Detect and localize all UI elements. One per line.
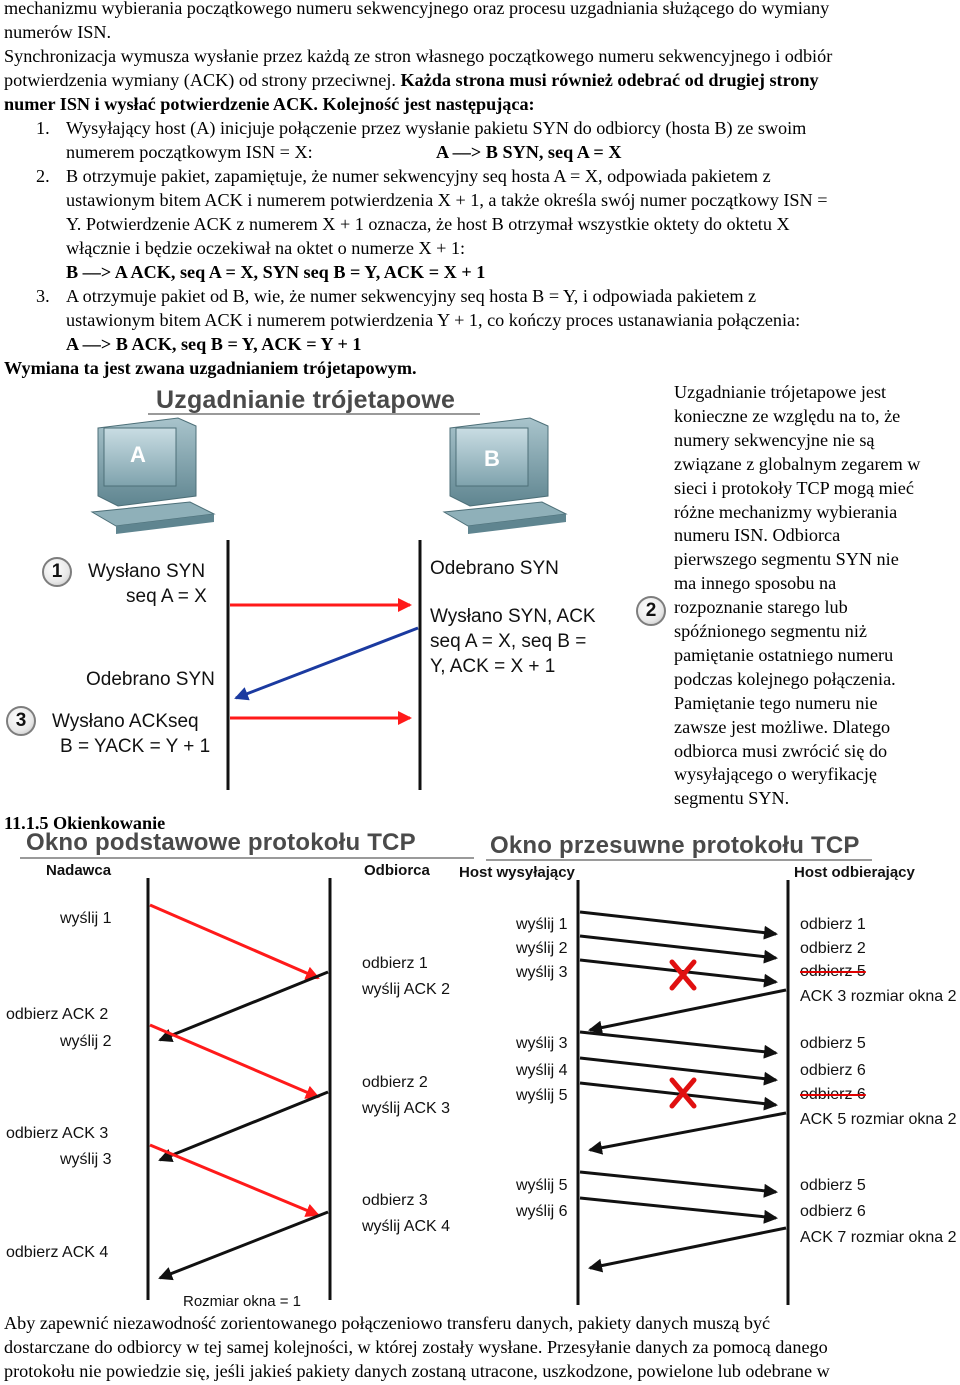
sliding-receiver-label-struck: odbierz 5	[800, 963, 866, 980]
intro-line-4-bold: Każda strona musi również odebrać od drugiej strony	[400, 70, 819, 90]
step-badge: 3	[6, 706, 36, 736]
side-note-line: konieczne ze względu na to, że	[674, 405, 901, 426]
intro-line-4-text: potwierdzenia wymiany (ACK) od strony przeciwnej.	[4, 70, 396, 90]
basic-sender-label: wyślij 2	[60, 1033, 112, 1050]
step3-line-2: B = YACK = Y + 1	[60, 736, 211, 757]
basic-receiver-label: odbierz 2	[362, 1074, 428, 1091]
sliding-sender-label: wyślij 6	[516, 1203, 568, 1220]
side-note-line: pamiętanie ostatniego numeru	[674, 644, 894, 665]
intro-line-3: Synchronizacja wymusza wysłanie przez każdą ze stron własnego początkowego numeru sekwencyjnego i odbiór	[4, 46, 833, 66]
basic-receiver-label: odbierz 3	[362, 1192, 428, 1209]
step1-line-2: seq A = X	[126, 586, 207, 607]
sliding-receiver-label-struck: odbierz 6	[800, 1086, 866, 1103]
intro-line-1: mechanizmu wybierania początkowego numeru sekwencyjnego oraz procesu uzgadniania służącego do wymiany	[4, 0, 830, 18]
sliding-sender-label: wyślij 1	[516, 916, 568, 933]
basic-receiver-label: wyślij ACK 4	[362, 1218, 451, 1235]
sliding-receiver-label: odbierz 1	[800, 916, 866, 933]
step-2-line-2: ustawionym bitem ACK i numerem potwierdzenia X + 1, a także określa swój numer początkowy ISN =	[66, 190, 828, 210]
step-2-line-4: włącznie i będzie oczekiwał na oktet o numerze X + 1:	[66, 238, 466, 258]
side-note-line: podczas kolejnego połączenia.	[674, 668, 896, 689]
basic-sender-header: Nadawca	[46, 862, 112, 879]
side-note-line: Uzgadnianie trójetapowe jest	[674, 382, 887, 402]
summary: Wymiana ta jest zwana uzgadnianiem trójetapowym.	[4, 358, 417, 378]
sliding-sender-label: wyślij 3	[516, 1035, 568, 1052]
host-a-label: A	[130, 442, 146, 467]
host-b-label: B	[484, 446, 500, 471]
side-note-line: zawsze jest możliwe. Dlatego	[674, 716, 891, 737]
sliding-sender-label: wyślij 5	[516, 1087, 568, 1104]
side-note-line: segmentu SYN.	[674, 788, 790, 809]
basic-sender-label: odbierz ACK 2	[6, 1006, 109, 1023]
step-1-line-2: numerem początkowym ISN = X:	[66, 142, 313, 162]
sliding-sender-label: wyślij 4	[516, 1062, 568, 1079]
sliding-sender-header: Host wysyłający	[459, 864, 575, 881]
step2-line-1: Wysłano SYN, ACK	[430, 606, 596, 627]
side-note-line: Pamiętanie tego numeru nie	[674, 692, 878, 713]
sliding-receiver-label: ACK 3 rozmiar okna 2	[800, 988, 957, 1005]
outro-line-2: dostarczane do odbiorcy w tej samej kolejności, w której zostały wysłane. Przesyłanie danych za pomocą danego	[4, 1337, 828, 1357]
step2-line-3: Y, ACK = X + 1	[430, 656, 556, 677]
side-note-line: numery sekwencyjne nie są	[674, 429, 875, 450]
basic-sender-label: wyślij 1	[60, 910, 112, 927]
step2-line-2: seq A = X, seq B =	[430, 631, 587, 652]
side-note-line: numeru ISN. Odbiorca	[674, 525, 841, 546]
step-3-line-2: ustawionym bitem ACK i numerem potwierdzenia Y + 1, co kończy proces ustanawiania połączenia:	[66, 310, 801, 330]
step-3-line-1: A otrzymuje pakiet od B, wie, że numer sekwencyjny seq hosta B = Y, i odpowiada pakietem z	[66, 286, 757, 306]
sliding-receiver-label: odbierz 6	[800, 1203, 866, 1220]
basic-receiver-label: wyślij ACK 3	[362, 1100, 451, 1117]
sliding-receiver-label: odbierz 5	[800, 1035, 866, 1052]
sliding-receiver-label: odbierz 5	[800, 1177, 866, 1194]
basic-sender-label: odbierz ACK 4	[6, 1244, 109, 1261]
step-3-formula: A ––> B ACK, seq B = Y, ACK = Y + 1	[66, 334, 362, 354]
sliding-sender-label: wyślij 5	[516, 1177, 568, 1194]
lost-packet-icon	[672, 962, 694, 988]
step-badge: 1	[42, 557, 72, 587]
basic-window-title: Okno podstawowe protokołu TCP	[26, 829, 416, 856]
step1-line-1: Wysłano SYN	[88, 561, 206, 582]
side-note-line: rozpoznanie starego lub	[674, 597, 848, 618]
step-1-line-1: Wysyłający host (A) inicjuje połączenie przez wysłanie pakietu SYN do odbiorcy (hosta B) ze swoim	[66, 118, 807, 138]
side-note-line: spóźnionego segmentu niż	[674, 621, 867, 641]
side-note-line: ma innego sposobu na	[674, 573, 837, 594]
sliding-receiver-header: Host odbierający	[794, 864, 915, 881]
sliding-receiver-label: ACK 5 rozmiar okna 2	[800, 1111, 957, 1128]
step-1-formula: A ––> B SYN, seq A = X	[436, 142, 622, 162]
side-note-line: pierwszego segmentu SYN nie	[674, 549, 899, 570]
side-note-line: wysyłającego o weryfikację	[674, 764, 878, 785]
step-number: 2.	[36, 166, 50, 186]
basic-window-footer: Rozmiar okna = 1	[183, 1293, 301, 1310]
sliding-receiver-label: ACK 7 rozmiar okna 2	[800, 1229, 957, 1246]
basic-sender-label: wyślij 3	[60, 1151, 112, 1168]
step-2-line-1: B otrzymuje pakiet, zapamiętuje, że numer sekwencyjny seq hosta A = X, odpowiada pakietem z	[66, 166, 771, 186]
side-note-line: różne mechanizmy wybierania	[674, 501, 898, 522]
sliding-receiver-label: odbierz 2	[800, 940, 866, 957]
step-2-formula: B ––> A ACK, seq A = X, SYN seq B = Y, ACK = X + 1	[66, 262, 486, 282]
step-number: 3.	[36, 286, 50, 306]
section-heading: 11.1.5 Okienkowanie	[4, 813, 166, 833]
sliding-window-title: Okno przesuwne protokołu TCP	[490, 832, 860, 859]
sliding-sender-label: wyślij 3	[516, 964, 568, 981]
sliding-sender-label: wyślij 2	[516, 940, 568, 957]
intro-line-2: numerów ISN.	[4, 22, 112, 42]
step-number: 1.	[36, 118, 50, 138]
basic-receiver-label: wyślij ACK 2	[362, 981, 451, 998]
recv-a-label: Odebrano SYN	[86, 669, 215, 690]
side-note-line: związane z globalnym zegarem w	[674, 453, 921, 474]
basic-receiver-header: Odbiorca	[364, 862, 430, 879]
step-2-line-3: Y. Potwierdzenie ACK z numerem X + 1 oznacza, że host B otrzymał wszystkie oktety do oktetu X	[66, 214, 790, 234]
recv-b-label: Odebrano SYN	[430, 558, 559, 579]
side-note-line: sieci i protokoły TCP mogą mieć	[674, 477, 914, 498]
sliding-receiver-label: odbierz 6	[800, 1062, 866, 1079]
intro-line-5: numer ISN i wysłać potwierdzenie ACK. Kolejność jest następująca:	[4, 94, 535, 114]
basic-sender-label: odbierz ACK 3	[6, 1125, 109, 1142]
outro-line-1: Aby zapewnić niezawodność zorientowanego połączeniowo transferu danych, pakiety danych muszą być	[4, 1313, 771, 1333]
step-badge: 2	[636, 596, 666, 626]
side-note-line: odbiorca musi zwrócić się do	[674, 740, 888, 761]
handshake-title: Uzgadnianie trójetapowe	[156, 386, 456, 414]
step3-line-1: Wysłano ACKseq	[52, 711, 199, 732]
basic-receiver-label: odbierz 1	[362, 955, 428, 972]
outro-line-3: protokołu nie powiedzie się, jeśli jakieś pakiety danych zostaną utracone, uszkodzone, powielone lub odebrane w	[4, 1361, 830, 1381]
